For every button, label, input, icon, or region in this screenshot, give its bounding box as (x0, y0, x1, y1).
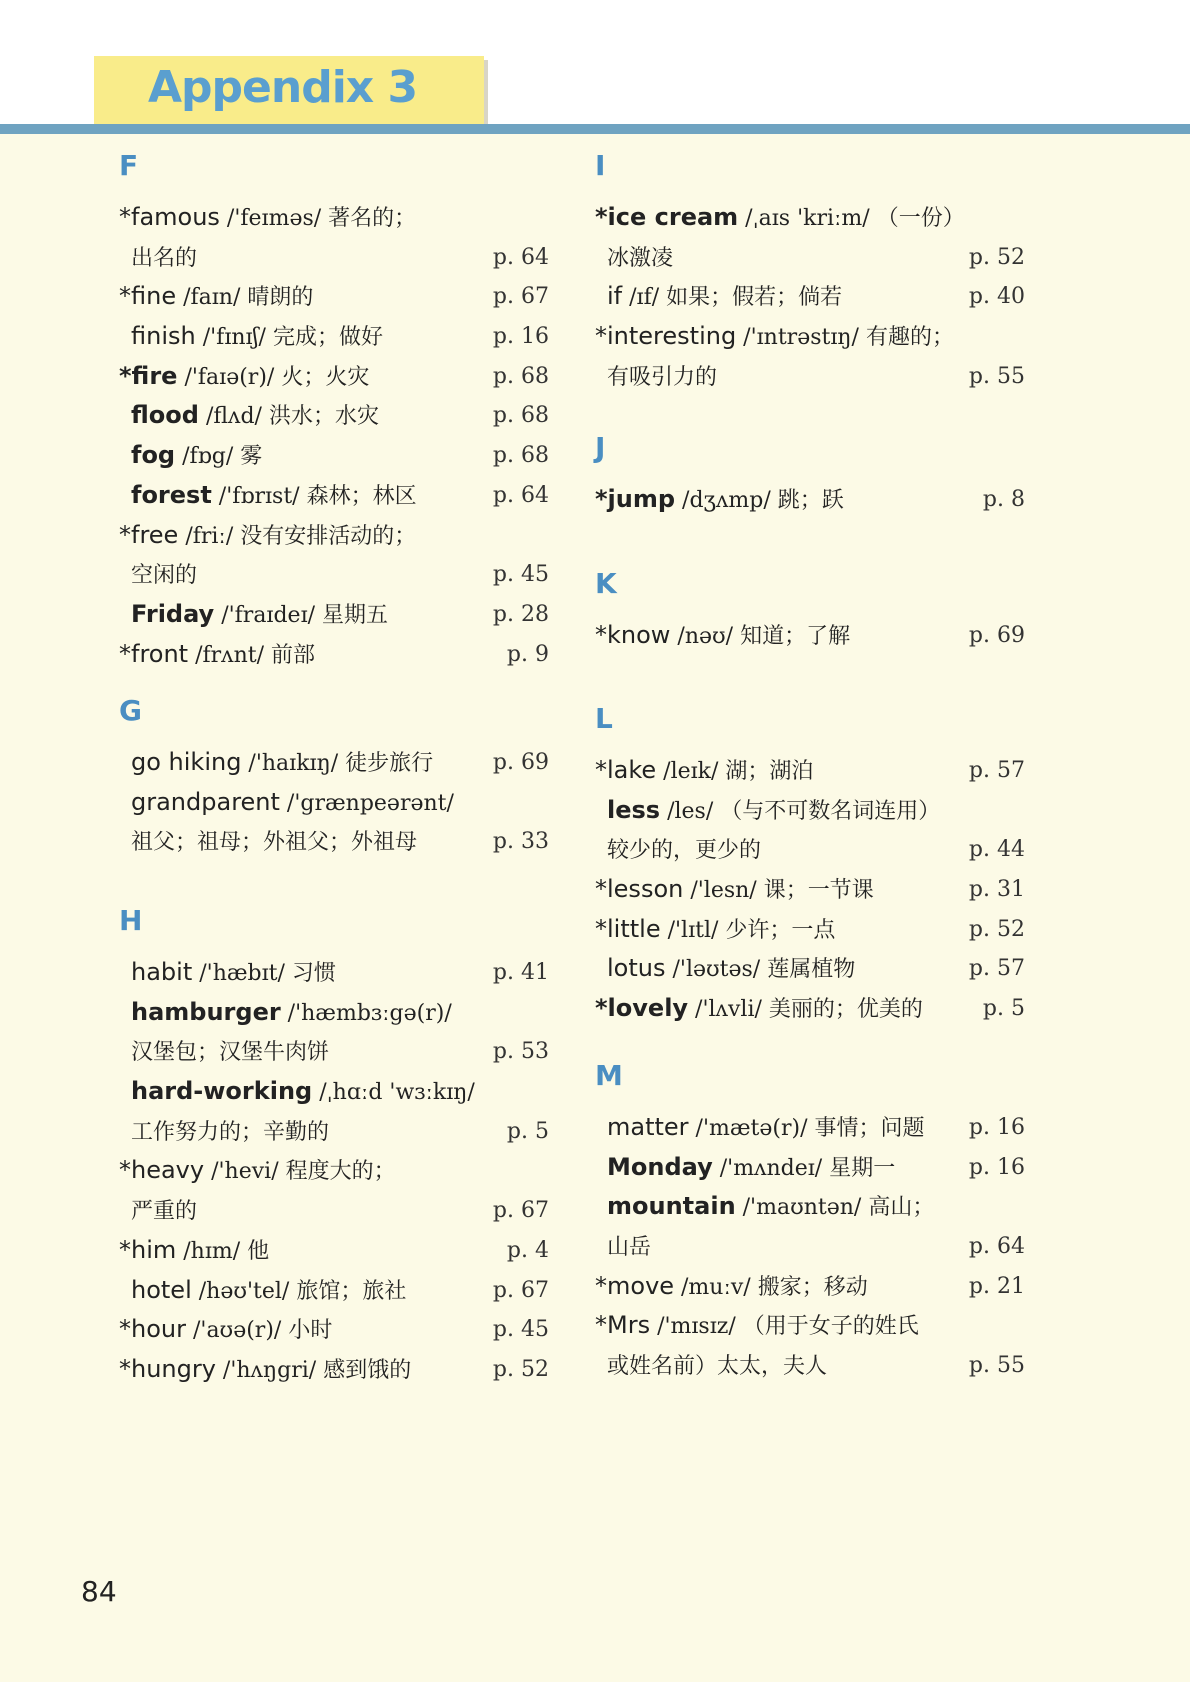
vocab-entry (119, 277, 549, 317)
vocab-entry-continuation (595, 830, 1025, 870)
page-reference: p. 41 (492, 960, 549, 985)
translation: 美丽的；优美的 (768, 997, 923, 1023)
headword: *move (595, 1271, 675, 1300)
phonetic: /'ɪntrəstɪŋ/ (736, 325, 866, 351)
entry-text (119, 1151, 396, 1192)
translation: 工作努力的；辛勤的 (131, 1119, 330, 1145)
headword: fog (131, 441, 176, 470)
page-reference: p. 53 (492, 1039, 549, 1065)
vocab-entry (119, 1231, 549, 1271)
entry-text (595, 949, 855, 990)
entry-text (595, 830, 761, 871)
page-reference: p. 5 (506, 1118, 549, 1144)
headword: flood (131, 401, 199, 430)
vocab-entry (595, 1267, 1025, 1307)
vocab-entry (595, 616, 1025, 656)
page-reference: p. 68 (492, 403, 549, 429)
phonetic: /'lɪtl/ (660, 917, 726, 943)
section-letter: I (595, 149, 606, 182)
vocab-entry (595, 480, 1025, 520)
section-gap (119, 184, 549, 198)
phonetic: /'grænpeərənt/ (279, 790, 454, 816)
section-letter: H (119, 904, 143, 937)
entry-text (119, 595, 388, 636)
translation: 星期五 (322, 602, 389, 628)
phonetic: /'mɪsɪz/ (650, 1314, 743, 1340)
section-letter: J (595, 431, 606, 464)
translation: 完成；做好 (272, 325, 383, 351)
section-gap (595, 737, 1025, 751)
entry-text (119, 993, 452, 1034)
translation: 跳；跃 (777, 488, 844, 513)
vocab-entry (119, 436, 549, 476)
entry-text (119, 953, 336, 994)
headword: *lovely (595, 994, 689, 1023)
section-letter: F (119, 149, 139, 182)
translation: 事情；问题 (814, 1116, 925, 1141)
page-reference: p. 55 (968, 1353, 1025, 1379)
translation: 雾 (240, 444, 263, 470)
page-reference: p. 64 (492, 482, 549, 508)
entry-text (119, 1350, 411, 1391)
page-reference: p. 40 (968, 284, 1025, 310)
translation: 有吸引力的 (607, 364, 718, 390)
headword: matter (607, 1113, 689, 1141)
entry-text (119, 1231, 269, 1272)
entry-text (119, 783, 454, 824)
page-number: 84 (81, 1575, 117, 1608)
entry-text (595, 1108, 925, 1149)
translation: 山岳 (607, 1235, 652, 1261)
page-reference: p. 69 (968, 623, 1025, 648)
vocab-entry (119, 783, 549, 823)
headword: *interesting (595, 322, 737, 351)
headword: less (607, 795, 661, 824)
section-gap (119, 729, 549, 743)
vocab-entry-continuation (119, 822, 549, 862)
page-reference: p. 55 (968, 363, 1025, 389)
translation: 前部 (271, 642, 316, 668)
headword: *know (595, 621, 671, 649)
page-reference: p. 4 (506, 1237, 549, 1263)
phonetic: /flʌd/ (198, 404, 269, 430)
phonetic: /'maʊntən/ (735, 1195, 869, 1221)
entry-text (595, 198, 965, 239)
entry-text (595, 1306, 919, 1347)
headword: Monday (607, 1152, 713, 1181)
page-reference: p. 8 (982, 487, 1025, 512)
entry-text (595, 277, 842, 318)
headword: hamburger (131, 997, 281, 1026)
translation: 习惯 (291, 961, 336, 986)
entry-text (595, 616, 850, 657)
vocab-entry-continuation (119, 1032, 549, 1072)
phonetic: /faɪn/ (176, 285, 248, 311)
vocab-entry (119, 595, 549, 635)
vocab-entry-continuation (595, 238, 1025, 278)
vocab-entry (119, 516, 549, 556)
page-reference: p. 33 (492, 829, 549, 855)
page-reference: p. 45 (492, 562, 549, 588)
translation: 小时 (288, 1318, 333, 1344)
translation: 少许；一点 (725, 917, 836, 943)
section-letter: M (595, 1059, 623, 1092)
entry-text (595, 1267, 868, 1308)
section-letter: K (595, 567, 617, 600)
vocab-entry (119, 1072, 549, 1112)
section-gap (595, 466, 1025, 480)
entry-text (119, 1271, 406, 1312)
page-reference: p. 52 (968, 916, 1025, 942)
vocab-entry (119, 476, 549, 516)
vocab-entry (119, 1310, 549, 1350)
translation: 程度大的； (285, 1159, 396, 1185)
translation: 或姓名前）太太，夫人 (607, 1354, 828, 1380)
page-reference: p. 44 (968, 837, 1025, 863)
vocab-entry (595, 277, 1025, 317)
section-gap (119, 939, 549, 953)
page-reference: p. 45 (492, 1317, 549, 1343)
vocab-entry-continuation (595, 357, 1025, 397)
translation: 高山； (868, 1195, 935, 1221)
translation: 没有安排活动的； (240, 523, 417, 549)
entry-text (119, 1310, 332, 1351)
translation: 火；火灾 (281, 364, 370, 390)
phonetic: /nəʊ/ (670, 624, 741, 649)
section-l (595, 701, 1025, 1029)
translation: 知道；了解 (740, 624, 851, 649)
vocab-entry-continuation (595, 1227, 1025, 1267)
headword: *lake (595, 756, 657, 784)
translation: 出名的 (131, 245, 198, 271)
section-j (595, 430, 1025, 520)
phonetic: /frʌnt/ (188, 642, 272, 668)
vocab-entry (595, 791, 1025, 831)
translation: 莲属植物 (767, 957, 856, 983)
phonetic: /dʒʌmp/ (675, 488, 778, 513)
entry-text (119, 516, 416, 557)
vocab-entry (595, 317, 1025, 357)
translation: 较少的，更少的 (607, 838, 762, 864)
translation: 著名的； (328, 206, 417, 231)
entry-text (119, 317, 383, 358)
vocab-entry-continuation (119, 1191, 549, 1231)
headword: *heavy (119, 1156, 205, 1185)
entry-text (595, 751, 813, 792)
vocab-entry (119, 396, 549, 436)
headword: grandparent (131, 787, 280, 816)
vocab-entry (119, 1350, 549, 1390)
vocab-entry-continuation (595, 1346, 1025, 1386)
page-reference: p. 69 (492, 750, 549, 775)
phonetic: /hɪm/ (176, 1238, 248, 1264)
phonetic: /'ləʊtəs/ (665, 957, 768, 983)
translation: 汉堡包；汉堡牛肉饼 (131, 1040, 330, 1066)
section-f (119, 148, 549, 674)
page-reference: p. 28 (492, 601, 549, 627)
section-letter: L (595, 702, 613, 735)
headword: *lesson (595, 875, 684, 904)
phonetic: /'feɪməs/ (219, 206, 329, 231)
phonetic: /friː/ (178, 523, 241, 549)
translation: 课；一节课 (763, 878, 874, 904)
vocab-entry (595, 870, 1025, 910)
phonetic: /'lesn/ (683, 878, 764, 904)
entry-text (595, 357, 717, 398)
vocab-entry-continuation (119, 238, 549, 278)
entry-text (595, 870, 874, 911)
vocab-entry (119, 317, 549, 357)
vocab-entry (595, 198, 1025, 238)
headword: *Mrs (595, 1311, 651, 1340)
entry-text (595, 1187, 934, 1228)
page-reference: p. 64 (968, 1234, 1025, 1260)
phonetic: /'haɪkɪŋ/ (241, 751, 346, 776)
phonetic: /ˌaɪs 'kriːm/ (738, 206, 877, 231)
vocab-entry (595, 751, 1025, 791)
headword: finish (131, 322, 196, 351)
entry-text (595, 791, 940, 832)
vocab-entry (119, 743, 549, 783)
entry-text (119, 238, 197, 279)
headword: *hungry (119, 1354, 216, 1383)
vocab-entry (595, 1108, 1025, 1148)
phonetic: /muːv/ (674, 1274, 758, 1300)
translation: 冰激凌 (607, 245, 674, 271)
entry-text (595, 480, 844, 521)
translation: 如果；假若；倘若 (666, 285, 843, 311)
headword: *fine (119, 282, 177, 311)
vocab-entry (119, 1271, 549, 1311)
entry-text (595, 238, 673, 279)
page-reference: p. 31 (968, 877, 1025, 903)
translation: 空闲的 (131, 563, 198, 589)
entry-text (119, 396, 379, 437)
headword: *little (595, 914, 661, 943)
vocab-entry (119, 198, 549, 238)
vocab-entry (595, 910, 1025, 950)
entry-text (119, 822, 417, 863)
translation: 洪水；水灾 (268, 404, 379, 430)
translation: （一份） (876, 206, 965, 231)
entry-text (595, 1346, 827, 1387)
phonetic: /ɪf/ (622, 285, 667, 311)
entry-text (595, 317, 954, 358)
page-reference: p. 68 (492, 363, 549, 389)
entry-text (119, 635, 315, 676)
page-reference: p. 5 (982, 996, 1025, 1022)
headword: go hiking (131, 748, 242, 776)
page-reference: p. 67 (492, 284, 549, 310)
entry-text (119, 198, 416, 239)
headword: *hour (119, 1315, 186, 1344)
page-reference: p. 68 (492, 443, 549, 469)
phonetic: /leɪk/ (656, 759, 726, 784)
entry-text (595, 989, 923, 1030)
headword: *free (119, 520, 179, 549)
phonetic: /'lʌvli/ (688, 997, 769, 1023)
section-i (595, 148, 1025, 396)
headword: habit (131, 958, 193, 986)
headword: *him (119, 1235, 177, 1264)
page-reference: p. 16 (492, 324, 549, 350)
section-k (595, 566, 1025, 656)
translation: 森林；林区 (306, 483, 417, 509)
section-m (595, 1058, 1025, 1386)
translation: 星期一 (829, 1155, 896, 1181)
phonetic: /'mʌndeɪ/ (712, 1155, 830, 1181)
translation: 湖；湖泊 (725, 759, 814, 784)
entry-text (595, 1227, 651, 1268)
translation: 他 (247, 1238, 270, 1264)
headword: hotel (131, 1275, 192, 1304)
entry-text (119, 743, 433, 784)
translation: 祖父；祖母；外祖父；外祖母 (131, 830, 418, 856)
vocab-entry (595, 1306, 1025, 1346)
translation: 严重的 (131, 1199, 198, 1225)
vocab-entry-continuation (119, 555, 549, 595)
entry-text (119, 1112, 329, 1153)
vocab-entry (595, 1187, 1025, 1227)
page-reference: p. 16 (968, 1115, 1025, 1140)
vocab-entry (595, 949, 1025, 989)
page-title: Appendix 3 (148, 62, 418, 113)
headword: *fire (119, 361, 178, 390)
entry-text (119, 476, 417, 517)
translation: 晴朗的 (247, 285, 314, 311)
page-reference: p. 67 (492, 1198, 549, 1224)
page-reference: p. 57 (968, 956, 1025, 982)
phonetic: /həʊ'tel/ (191, 1278, 297, 1304)
entry-text (119, 277, 313, 318)
phonetic: /'fɪnɪʃ/ (195, 325, 273, 351)
entry-text (119, 555, 197, 596)
phonetic: /fɒg/ (175, 444, 241, 470)
vocab-entry-continuation (119, 1112, 549, 1152)
phonetic: /'hʌŋgri/ (215, 1357, 324, 1383)
phonetic: /'hæmbɜːgə(r)/ (280, 1000, 452, 1026)
section-g (119, 693, 549, 862)
page-reference: p. 21 (968, 1273, 1025, 1299)
page-reference: p. 52 (968, 244, 1025, 270)
entry-text (119, 1072, 475, 1113)
page-reference: p. 9 (506, 641, 549, 667)
headword: *famous (119, 203, 220, 231)
section-gap (595, 1094, 1025, 1108)
page-reference: p. 67 (492, 1277, 549, 1303)
vocab-entry (119, 357, 549, 397)
entry-text (595, 1148, 895, 1189)
section-h (119, 903, 549, 1390)
section-letter: G (119, 694, 142, 727)
entry-text (119, 1032, 329, 1073)
page-reference: p. 57 (968, 758, 1025, 783)
page-reference: p. 52 (492, 1356, 549, 1382)
section-gap (595, 184, 1025, 198)
phonetic: /ˌhɑːd 'wɜːkɪŋ/ (312, 1080, 475, 1106)
phonetic: /'hæbɪt/ (192, 961, 292, 986)
vocab-entry (595, 1148, 1025, 1188)
headword: Friday (131, 599, 215, 628)
section-gap (595, 602, 1025, 616)
vocab-entry (119, 635, 549, 675)
phonetic: /les/ (660, 798, 721, 824)
translation: 旅馆；旅社 (296, 1278, 407, 1304)
headword: mountain (607, 1192, 736, 1221)
headword: forest (131, 480, 212, 509)
translation: 感到饿的 (323, 1357, 412, 1383)
phonetic: /'mætə(r)/ (688, 1116, 815, 1141)
entry-text (119, 1191, 197, 1232)
page-reference: p. 16 (968, 1154, 1025, 1180)
phonetic: /'fraɪdeɪ/ (214, 602, 323, 628)
entry-text (595, 910, 835, 951)
headword: *jump (595, 485, 676, 513)
translation: 搬家；移动 (757, 1274, 868, 1300)
translation: （与不可数名词连用） (720, 798, 941, 824)
translation: （用于女子的姓氏 (742, 1314, 919, 1340)
phonetic: /'hevi/ (204, 1159, 286, 1185)
vocab-entry (119, 953, 549, 993)
page-reference: p. 64 (492, 244, 549, 270)
phonetic: /'aʊə(r)/ (185, 1318, 289, 1344)
phonetic: /'fɒrɪst/ (211, 483, 307, 509)
vocab-entry (595, 989, 1025, 1029)
headword: *front (119, 639, 189, 668)
headword: hard-working (131, 1077, 313, 1106)
entry-text (119, 357, 369, 398)
headword: lotus (607, 954, 666, 983)
entry-text (119, 436, 262, 477)
translation: 有趣的； (865, 325, 954, 351)
vocab-entry (119, 993, 549, 1033)
headword: if (607, 282, 623, 311)
phonetic: /'faɪə(r)/ (177, 364, 282, 390)
header-rule (0, 124, 1190, 134)
headword: *ice cream (595, 203, 739, 231)
translation: 徒步旅行 (345, 751, 434, 776)
vocab-entry (119, 1151, 549, 1191)
